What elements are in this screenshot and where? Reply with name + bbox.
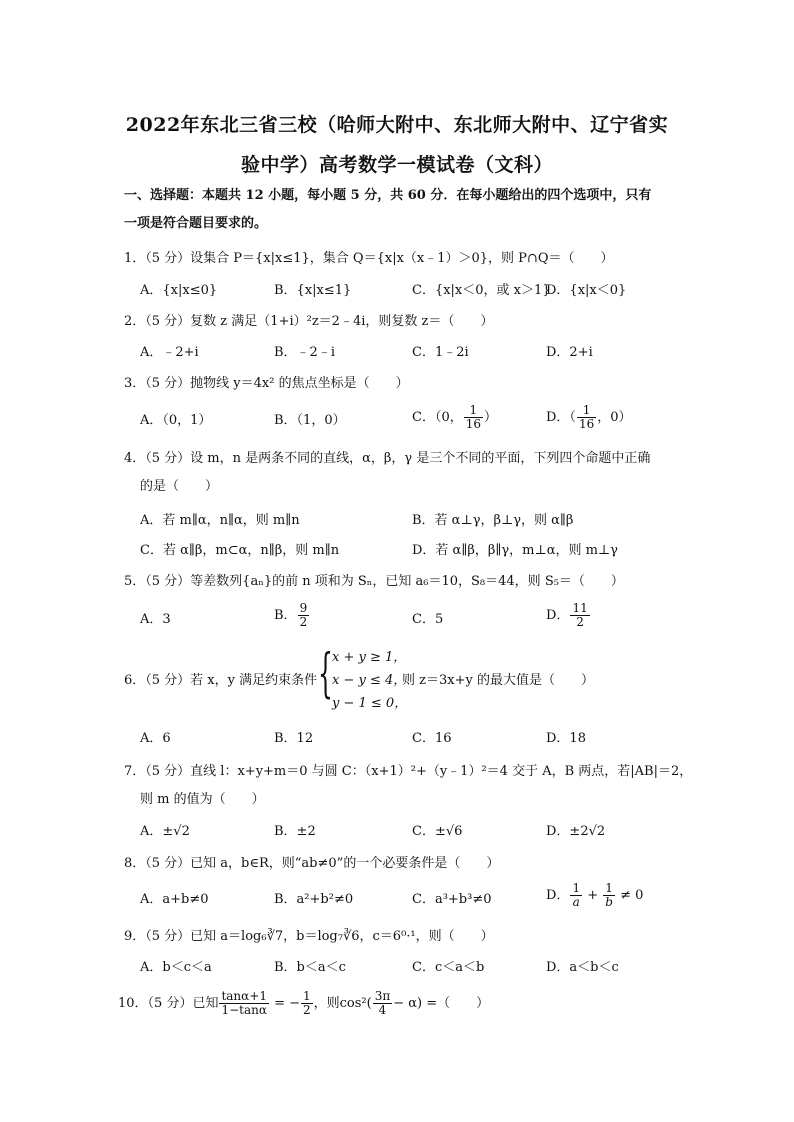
question-3-stem: 3．（5 分）抛物线 y＝4x² 的焦点坐标是（ ） <box>124 376 409 391</box>
q3-option-d <box>546 404 632 431</box>
fraction-numerator: 3π <box>374 989 391 1003</box>
q9-option-b: B．b＜a＜c <box>274 960 346 975</box>
q6-option-c: C．16 <box>412 731 452 746</box>
q8-option-c: C．a³+b³≠0 <box>412 892 492 907</box>
q8-option-a: A．a+b≠0 <box>140 892 209 907</box>
fraction-denominator: 16 <box>578 417 595 431</box>
q10-half-fraction <box>301 990 313 1017</box>
question-4-stem-cont: 的是（ ） <box>140 479 219 494</box>
q4-option-c: C．若 α∥β，m⊂α，n∥β，则 m∥n <box>140 543 340 558</box>
question-10-stem <box>118 990 489 1017</box>
q4-option-b: B．若 α⊥γ，β⊥γ，则 α∥β <box>412 513 574 528</box>
question-5-stem: 5．（5 分）等差数列{aₙ}的前 n 项和为 Sₙ，已知 a₆＝10，S₈＝44，则 S₅＝（ ） <box>124 574 624 589</box>
question-6-stem-pre: 6．（5 分）若 x，y 满足约束条件 <box>124 673 318 688</box>
q3-option-a: A．（0，1） <box>140 413 212 428</box>
fraction-denominator: 2 <box>576 615 584 629</box>
question-6-stem-post: 则 z＝3x+y 的最大值是（ ） <box>402 673 594 688</box>
q3-option-d-fraction <box>577 404 596 431</box>
q3-option-d-post: ，0） <box>597 410 632 425</box>
question-4-stem: 4．（5 分）设 m，n 是两条不同的直线，α，β，γ 是三个不同的平面，下列四个命题中正确 <box>124 451 651 466</box>
q1-option-a: A．{x|x≤0} <box>140 283 218 298</box>
q7-option-b: B．±2 <box>274 824 316 839</box>
question-9-stem: 9．（5 分）已知 a＝log₆∛7，b＝log₇∛6，c＝6⁰·¹，则（ ） <box>124 929 494 944</box>
q2-option-c: C．1﹣2i <box>412 345 469 360</box>
question-7-stem-cont: 则 m 的值为（ ） <box>140 792 265 807</box>
q9-option-c: C．c＜a＜b <box>412 960 485 975</box>
q3-option-d-pre: D．（ <box>546 410 576 425</box>
q7-option-d: D．±2√2 <box>546 824 606 839</box>
fraction-numerator: 11 <box>572 601 588 615</box>
q6-option-d: D．18 <box>546 731 586 746</box>
q5-option-d-label: D． <box>546 608 570 623</box>
q3-option-b: B．（1，0） <box>274 413 346 428</box>
q1-option-c: C．{x|x＜0，或 x＞1} <box>412 283 551 298</box>
q10-equals: = − <box>274 996 301 1011</box>
q5-option-d <box>546 602 591 629</box>
q5-option-d-fraction <box>570 602 589 629</box>
q9-option-a: A．b＜c＜a <box>140 960 212 975</box>
fraction-numerator: tanα+1 <box>221 989 267 1003</box>
page-title-line2: 验中学）高考数学一模试卷（文科） <box>240 154 553 176</box>
q7-option-c: C．±√6 <box>412 824 463 839</box>
q3-option-c <box>412 404 497 431</box>
page-title-line1: 2022年东北三省三校（哈师大附中、东北师大附中、辽宁省实 <box>125 114 669 136</box>
q3-option-c-pre: C．（0， <box>412 410 463 425</box>
q5-option-a: A．3 <box>140 612 171 627</box>
fraction-denominator: 2 <box>299 615 308 629</box>
q2-option-d: D．2+i <box>546 345 593 360</box>
brace-symbol: { <box>318 644 333 704</box>
q5-option-b-fraction <box>298 602 310 629</box>
q5-option-b-label: B． <box>274 608 297 623</box>
q1-option-d: D．{x|x＜0} <box>546 283 627 298</box>
q5-option-c: C．5 <box>412 612 444 627</box>
fraction-1-over-b <box>603 882 615 909</box>
q8-option-d: D． $\frac{1}{a}$ + $\frac{1}{b}$ ≠ 0 <box>546 881 644 909</box>
q2-option-b: B．﹣2﹣i <box>274 345 335 360</box>
q6-option-b: B．12 <box>274 731 314 746</box>
q8-option-b: B．a²+b²≠0 <box>274 892 354 907</box>
fraction-denominator: 1−tanα <box>221 1003 267 1017</box>
q5-option-b <box>274 602 310 629</box>
q6-option-a: A．6 <box>140 731 171 746</box>
fraction-numerator: 1 <box>577 404 596 418</box>
q2-option-a: A．﹣2+i <box>140 345 199 360</box>
q4-option-d: D．若 α∥β，β∥γ，m⊥α，则 m⊥γ <box>412 543 618 558</box>
question-7-stem: 7．（5 分）直线 l：x+y+m＝0 与圆 C：（x+1）²+（y﹣1）²＝4 交于 A，B 两点，若|AB|＝2， <box>124 764 693 779</box>
fraction-denominator: 4 <box>378 1003 387 1017</box>
fraction-numerator: 1 <box>464 404 483 418</box>
section-heading: 一、选择题：本题共 12 小题，每小题 5 分，共 60 分．在每小题给出的四个选项中，只有 <box>124 188 652 203</box>
constraint-1: x + y ≥ 1， <box>332 650 407 665</box>
fraction-denominator: 16 <box>465 417 481 431</box>
q9-option-d: D．a＜b＜c <box>546 960 619 975</box>
q7-option-a: A．±√2 <box>140 824 190 839</box>
q10-main-fraction <box>219 990 269 1017</box>
fraction-numerator: 1 <box>603 882 615 896</box>
q4-option-a: A．若 m∥α，n∥α，则 m∥n <box>140 513 300 528</box>
fraction-numerator: 1 <box>572 881 581 895</box>
fraction-denominator: 2 <box>303 1003 311 1017</box>
q1-option-b: B．{x|x≤1} <box>274 283 352 298</box>
q10-post2: − α) =（ ） <box>393 996 490 1011</box>
q3-option-c-fraction <box>464 404 483 431</box>
fraction-denominator: b <box>605 895 613 909</box>
fraction-1-over-a <box>570 882 582 909</box>
question-2-stem: 2．（5 分）复数 z 满足（1+i）²z＝2﹣4i，则复数 z＝（ ） <box>124 314 494 329</box>
fraction-denominator: a <box>572 895 580 909</box>
q10-pre: 10．（5 分）已知 <box>118 996 219 1011</box>
question-1-stem: 1．（5 分）设集合 P＝{x|x≤1}，集合 Q＝{x|x（x﹣1）＞0}，则 P∩Q＝（ ） <box>124 251 614 266</box>
q8-option-d-post: ≠ 0 <box>620 888 644 903</box>
fraction-numerator: 9 <box>299 601 308 615</box>
constraint-3: y − 1 ≤ 0， <box>332 696 408 711</box>
q8-option-d-label: D． <box>546 888 570 903</box>
fraction-numerator: 1 <box>303 989 311 1003</box>
q10-post1: ，则cos²( <box>313 996 372 1011</box>
section-heading-cont: 一项是符合题目要求的。 <box>124 216 268 231</box>
question-8-stem: 8．（5 分）已知 a，b∈R，则“ab≠0”的一个必要条件是（ ） <box>124 856 500 871</box>
q10-angle-fraction <box>373 990 393 1017</box>
constraint-2: x − y ≤ 4， <box>332 673 407 688</box>
q3-option-c-post: ） <box>484 410 498 425</box>
